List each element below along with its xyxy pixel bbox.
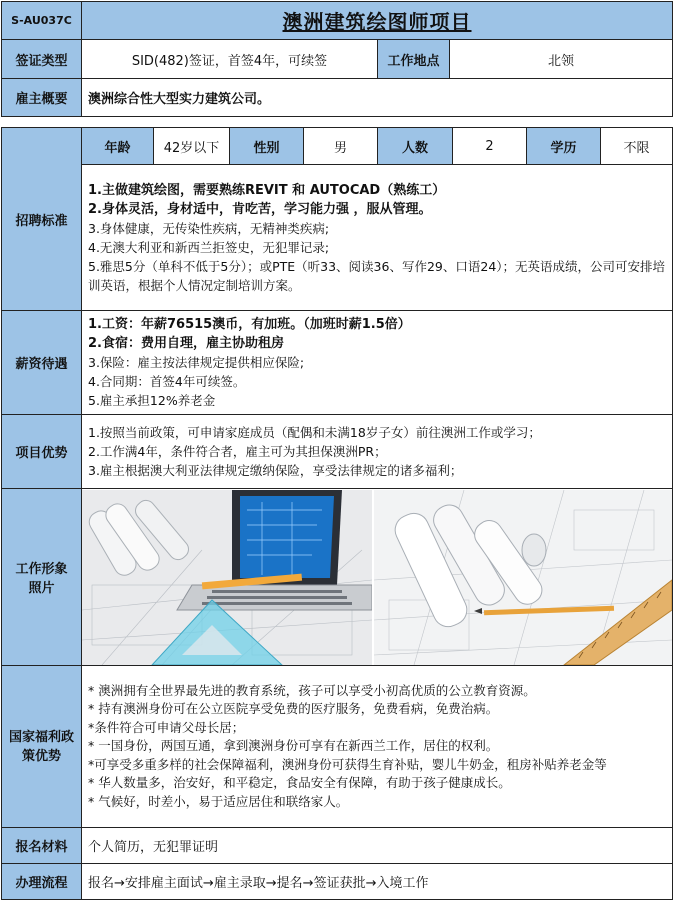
requirement-item: 3.身体健康，无传染性疾病，无精神类疾病; xyxy=(88,220,330,236)
salary-item: 4.合同期：首签4年可续签。 xyxy=(88,374,246,389)
process-label: 办理流程 xyxy=(2,864,82,900)
requirement-item: 1.主做建筑绘图，需要熟练REVIT 和 AUTOCAD（熟练工） xyxy=(88,182,446,198)
welfare-item: *条件符合可申请父母长居； xyxy=(88,719,245,735)
welfare-item: * 一国身份，两国互通，拿到澳洲身份可享有在新西兰工作，居住的权利。 xyxy=(88,738,499,754)
count-label: 人数 xyxy=(378,128,453,165)
advantage-item: 2.工作满4年，条件符合者，雇主可为其担保澳洲PR； xyxy=(88,444,387,459)
advantages-label: 项目优势 xyxy=(2,415,82,489)
photos-cell xyxy=(82,489,673,666)
welfare-item: *可享受多重多样的社会保障福利，澳洲身份可获得生育补贴，婴儿牛奶金，租房补贴养老金等 xyxy=(88,756,607,772)
salary-item: 3.保险：雇主按法律规定提供相应保险; xyxy=(88,355,305,370)
age-value: 42岁以下 xyxy=(154,128,230,165)
employer-value: 澳洲综合性大型实力建筑公司。 xyxy=(82,79,673,117)
requirement-item: 2.身体灵活，身材适中，肯吃苦，学习能力强 ，服从管理。 xyxy=(88,201,432,217)
welfare-item: * 澳洲拥有全世界最先进的教育系统，孩子可以享受小初高优质的公立教育资源。 xyxy=(88,682,536,698)
page-title-text: 澳洲建筑绘图师项目 xyxy=(282,10,472,34)
advantage-item: 3.雇主根据澳大利亚法律规定缴纳保险，享受法律规定的诸多福利； xyxy=(88,463,463,478)
welfare-label xyxy=(2,666,82,828)
requirements-list xyxy=(82,165,673,311)
welfare-item: * 持有澳洲身份可在公立医院享受免费的医疗服务，免费看病，免费治病。 xyxy=(88,701,499,717)
page-title xyxy=(82,2,673,40)
welfare-list xyxy=(82,666,673,828)
work-location-value: 北领 xyxy=(450,40,673,79)
visa-type-value: SID(482)签证，首签4年，可续签 xyxy=(82,40,378,79)
count-value: 2 xyxy=(453,128,527,165)
project-code: S-AU037C xyxy=(2,2,82,40)
laptop-blueprint-photo xyxy=(82,490,372,665)
welfare-item: * 华人数量多，治安好，和平稳定，食品安全有保障，有助于孩子健康成长。 xyxy=(88,775,511,791)
materials-value: 个人简历，无犯罪证明 xyxy=(82,828,673,864)
age-label: 年龄 xyxy=(82,128,154,165)
salary-item: 1.工资：年薪76515澳币，有加班。（加班时薪1.5倍） xyxy=(88,317,411,332)
advantages-list xyxy=(82,415,673,489)
employer-label: 雇主概要 xyxy=(2,79,82,117)
work-location-label: 工作地点 xyxy=(378,40,450,79)
advantage-item: 1.按照当前政策，可申请家庭成员（配偶和未满18岁子女）前往澳洲工作或学习； xyxy=(88,425,541,440)
salary-label: 薪资待遇 xyxy=(2,311,82,415)
requirements-label: 招聘标准 xyxy=(2,128,82,311)
gender-value: 男 xyxy=(304,128,378,165)
requirement-item: 4.无澳大利亚和新西兰拒签史，无犯罪记录; xyxy=(88,239,330,255)
education-value: 不限 xyxy=(601,128,673,165)
gender-label: 性别 xyxy=(230,128,304,165)
salary-item: 5.雇主承担12%养老金 xyxy=(88,393,216,408)
welfare-label-text: 国家福利政策优势 xyxy=(8,729,74,764)
blueprint-ruler-photo xyxy=(374,490,672,665)
salary-list xyxy=(82,311,673,415)
materials-label: 报名材料 xyxy=(2,828,82,864)
photos-label: 工作形象照片 xyxy=(2,489,82,666)
main-table xyxy=(1,127,673,900)
visa-type-label: 签证类型 xyxy=(2,40,82,79)
welfare-item: * 气候好，时差小，易于适应居住和联络家人。 xyxy=(88,793,349,809)
photo-strip xyxy=(82,490,672,665)
header-table xyxy=(1,1,673,117)
process-value: 报名→安排雇主面试→雇主录取→提名→签证获批→入境工作 xyxy=(82,864,673,900)
salary-item: 2.食宿：费用自理，雇主协助租房 xyxy=(88,336,284,351)
education-label: 学历 xyxy=(527,128,601,165)
requirement-item: 5.雅思5分（单科不低于5分）；或PTE（听33、阅读36、写作29、口语24）；无英语成绩，公司可安排培训英语，根据个人情况定制培训方案。 xyxy=(88,258,666,293)
